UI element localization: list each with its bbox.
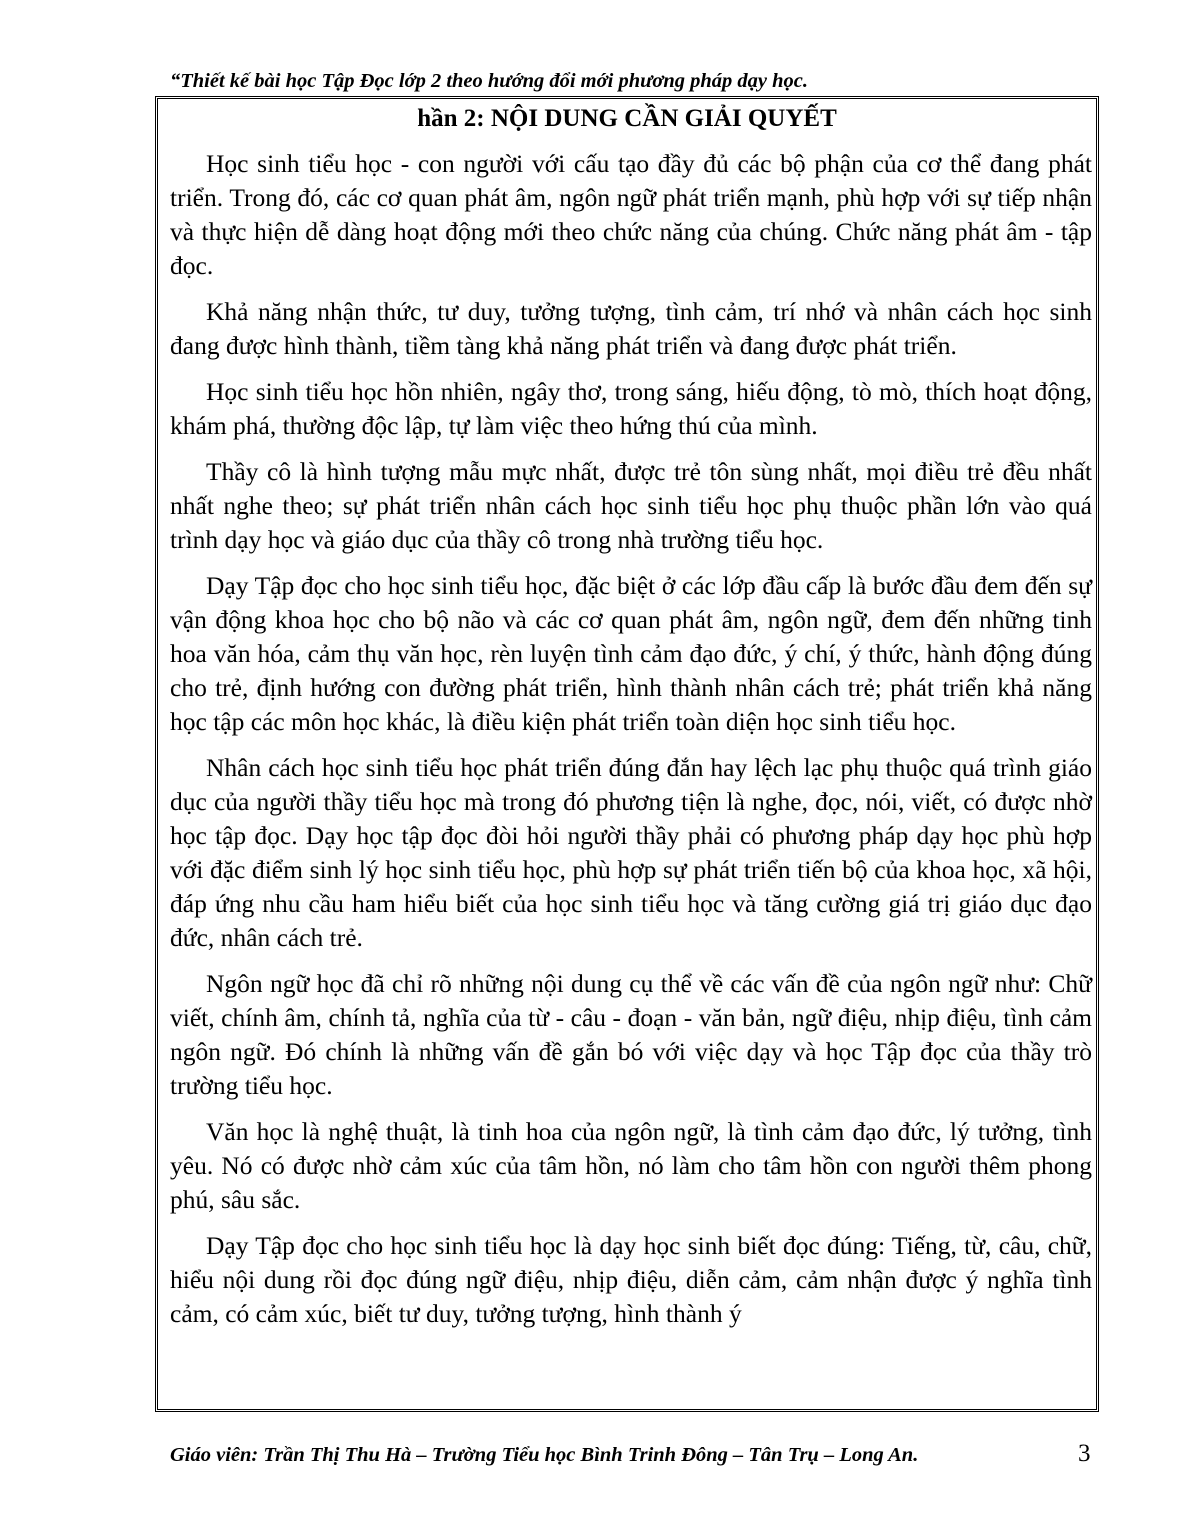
paragraph: Học sinh tiểu học hồn nhiên, ngây thơ, trong sáng, hiếu động, tò mò, thích hoạt động, khám phá, thường độc lập, tự làm việc theo hứng thú của mình. [170,377,1092,440]
paragraph: Dạy Tập đọc cho học sinh tiểu học là dạy học sinh biết đọc đúng: Tiếng, từ, câu, chữ, hiểu nội dung rồi đọc đúng ngữ điệu, nhịp điệu, diễn cảm, cảm nhận được ý nghĩa tình cảm, có cảm xúc, biết tư duy, tưởng tượng, hình thành ý [170,1231,1092,1328]
document-header: “Thiết kế bài học Tập Đọc lớp 2 theo hướng đổi mới phương pháp dạy học. [170,70,809,92]
content-frame [155,96,1099,1412]
paragraph: Khả năng nhận thức, tư duy, tưởng tượng, tình cảm, trí nhớ và nhân cách học sinh đang được hình thành, tiềm tàng khả năng phát triển và đang được phát triển. [170,297,1092,360]
section-title: hần 2: NỘI DUNG CẦN GIẢI QUYẾT [417,105,837,132]
paragraph: Thầy cô là hình tượng mẫu mực nhất, được trẻ tôn sùng nhất, mọi điều trẻ đều nhất nhất nghe theo; sự phát triển nhân cách học sinh tiểu học phụ thuộc phần lớn vào quá trình dạy học và giáo dục của thầy cô trong nhà trường tiểu học. [170,457,1092,554]
document-footer: Giáo viên: Trần Thị Thu Hà – Trường Tiểu học Bình Trinh Đông – Tân Trụ – Long An. [170,1444,919,1466]
body-text [170,147,1092,1343]
paragraph: Ngôn ngữ học đã chỉ rõ những nội dung cụ thể về các vấn đề của ngôn ngữ như: Chữ viết, chính âm, chính tả, nghĩa của từ - câu - đoạn - văn bản, ngữ điệu, nhịp điệu, tình cảm ngôn ngữ. Đó chính là những vấn đề gắn bó với việc dạy và học Tập đọc của thầy trò trường tiểu học. [170,969,1092,1100]
paragraph: Dạy Tập đọc cho học sinh tiểu học, đặc biệt ở các lớp đầu cấp là bước đầu đem đến sự vận động khoa học cho bộ não và các cơ quan phát âm, ngôn ngữ, đem đến những tinh hoa văn hóa, cảm thụ văn học, rèn luyện tình cảm đạo đức, ý chí, ý thức, hành động đúng cho trẻ, định hướng con đường phát triển, hình thành nhân cách trẻ; phát triển khả năng học tập các môn học khác, là điều kiện phát triển toàn diện học sinh tiểu học. [170,571,1092,736]
paragraph: Nhân cách học sinh tiểu học phát triển đúng đắn hay lệch lạc phụ thuộc quá trình giáo dục của người thầy tiểu học mà trong đó phương tiện là nghe, đọc, nói, viết, có được nhờ học tập đọc. Dạy học tập đọc đòi hỏi người thầy phải có phương pháp dạy học phù hợp với đặc điểm sinh lý học sinh tiểu học, phù hợp sự phát triển tiến bộ của khoa học, xã hội, đáp ứng nhu cầu ham hiểu biết của học sinh tiểu học và tăng cường giá trị giáo dục đạo đức, nhân cách trẻ. [170,753,1092,952]
paragraph: Văn học là nghệ thuật, là tinh hoa của ngôn ngữ, là tình cảm đạo đức, lý tưởng, tình yêu. Nó có được nhờ cảm xúc của tâm hồn, nó làm cho tâm hồn con người thêm phong phú, sâu sắc. [170,1117,1092,1214]
paragraph: Học sinh tiểu học - con người với cấu tạo đầy đủ các bộ phận của cơ thể đang phát triển. Trong đó, các cơ quan phát âm, ngôn ngữ phát triển mạnh, phù hợp với sự tiếp nhận và thực hiện dễ dàng hoạt động mới theo chức năng của chúng. Chức năng phát âm - tập đọc. [170,149,1092,280]
page-number: 3 [1078,1440,1091,1467]
